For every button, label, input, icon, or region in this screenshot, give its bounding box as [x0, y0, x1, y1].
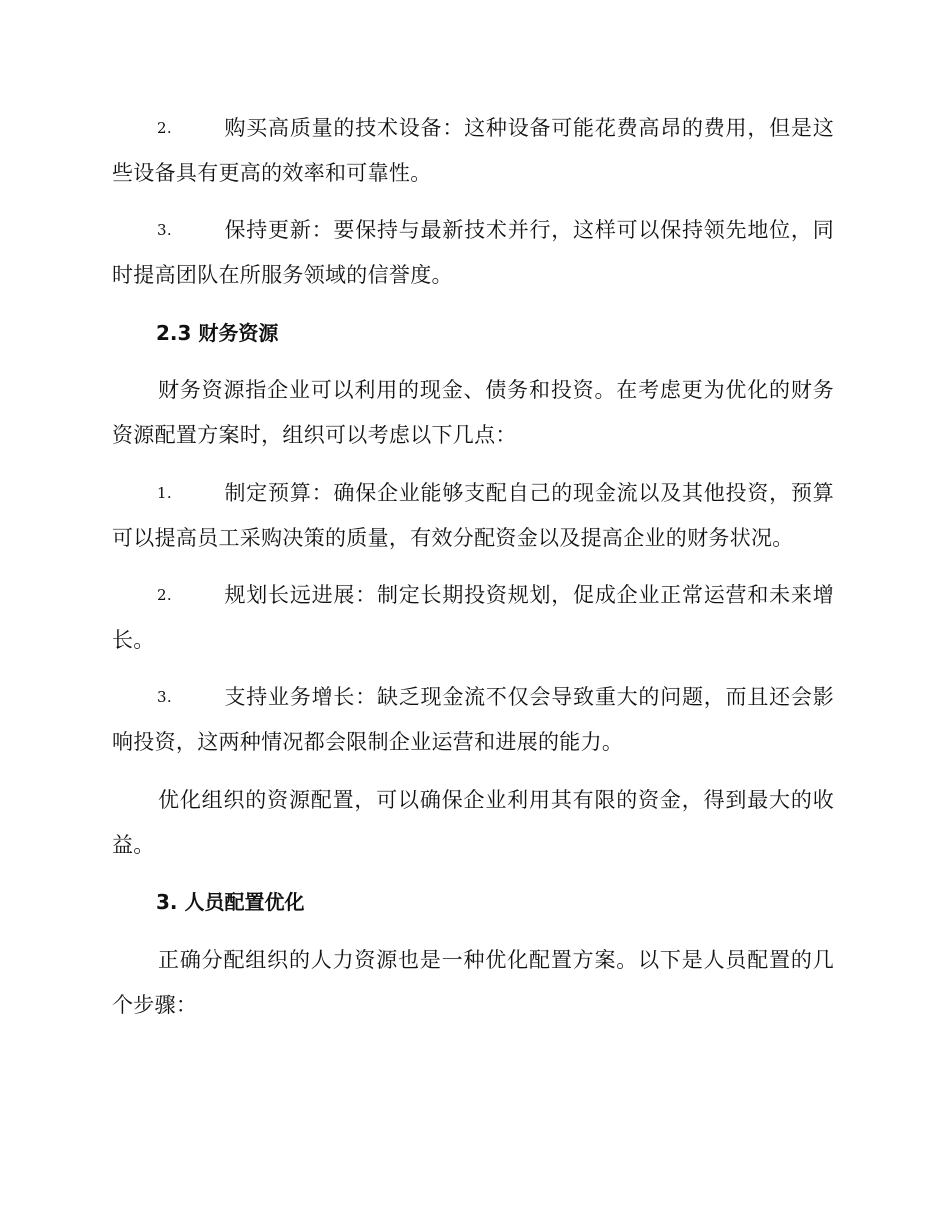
- list-item-text: 保持更新：要保持与最新技术并行，这样可以保持领先地位，同时提高团队在所服务领域的信誉度。: [112, 218, 834, 287]
- list-item: [112, 573, 834, 663]
- section-heading-3: 3. 人员配置优化: [156, 890, 305, 914]
- list-number: 2.: [157, 586, 172, 604]
- list-item-text: 支持业务增长：缺乏现金流不仅会导致重大的问题，而且还会影响投资，这两种情况都会限制企业运营和进展的能力。: [112, 685, 834, 754]
- list-item-text: 制定预算：确保企业能够支配自己的现金流以及其他投资，预算可以提高员工采购决策的质量，有效分配资金以及提高企业的财务状况。: [112, 481, 834, 550]
- list-number: 1.: [157, 484, 172, 502]
- paragraph-optimize: 优化组织的资源配置，可以确保企业利用其有限的资金，得到最大的收益。: [112, 788, 834, 857]
- list-item: [112, 471, 834, 561]
- paragraph-people: 正确分配组织的人力资源也是一种优化配置方案。以下是人员配置的几个步骤：: [112, 948, 834, 1017]
- list-item: [112, 675, 834, 765]
- list-item: [112, 106, 834, 196]
- paragraph-finance: 财务资源指企业可以利用的现金、债务和投资。在考虑更为优化的财务资源配置方案时，组织可以考虑以下几点：: [112, 378, 834, 447]
- list-item-text: 规划长远进展：制定长期投资规划，促成企业正常运营和未来增长。: [112, 583, 834, 652]
- list-number: 3.: [157, 221, 172, 239]
- section-heading-2-3: 2.3 财务资源: [156, 321, 279, 345]
- list-number: 2.: [157, 119, 172, 137]
- list-item-text: 购买高质量的技术设备：这种设备可能花费高昂的费用，但是这些设备具有更高的效率和可靠性。: [112, 116, 834, 185]
- list-item: [112, 208, 834, 298]
- list-number: 3.: [157, 688, 172, 706]
